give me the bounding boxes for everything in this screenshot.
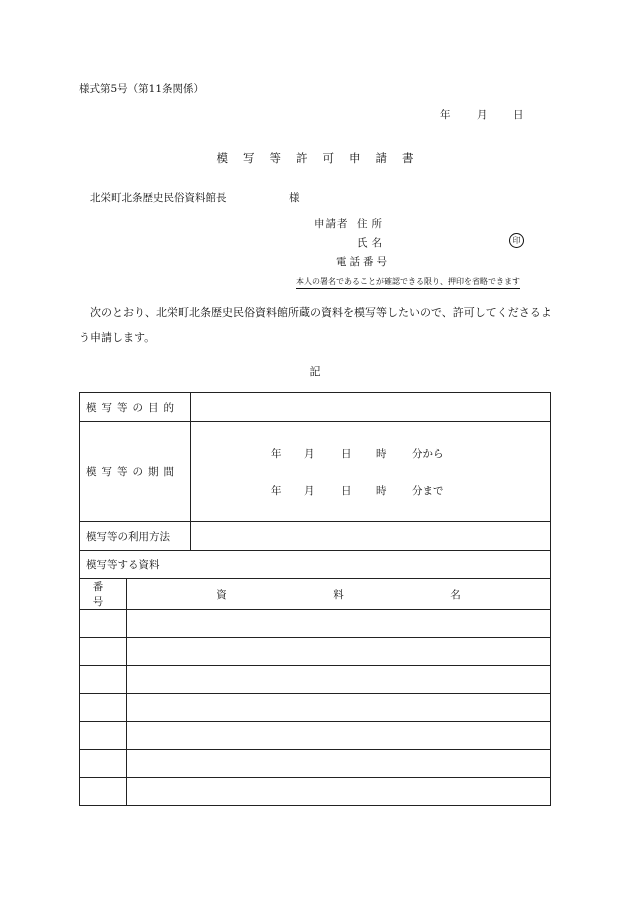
material-number-cell[interactable] xyxy=(80,722,127,750)
material-name-cell[interactable] xyxy=(127,638,551,666)
period-from-line xyxy=(271,446,544,461)
honorific: 様 xyxy=(289,192,300,204)
period-from-year: 年 xyxy=(271,447,282,460)
material-row xyxy=(80,778,551,806)
address-label: 住所 xyxy=(357,218,386,230)
usage-row xyxy=(80,522,551,551)
materials-rows xyxy=(80,610,551,806)
addressee: 北栄町北条歴史民俗資料館長 xyxy=(90,192,227,204)
material-row xyxy=(80,694,551,722)
date-month-label: 月 xyxy=(477,109,488,121)
material-number-cell[interactable] xyxy=(80,638,127,666)
material-name-cell[interactable] xyxy=(127,666,551,694)
column-header-number: 番号 xyxy=(80,579,127,610)
material-name-cell[interactable] xyxy=(127,778,551,806)
usage-field[interactable] xyxy=(191,522,551,551)
signature-note: 本人の署名であることが確認できる限り、押印を省略できます xyxy=(296,276,520,289)
column-header-name xyxy=(127,579,551,610)
material-number-cell[interactable] xyxy=(80,666,127,694)
period-label: 模写等の期間 xyxy=(80,422,191,522)
material-number-cell[interactable] xyxy=(80,694,127,722)
date-day-label: 日 xyxy=(513,109,524,121)
material-name-cell[interactable] xyxy=(127,750,551,778)
period-field[interactable] xyxy=(191,422,551,522)
period-to-line xyxy=(271,483,544,498)
material-name-cell[interactable] xyxy=(127,610,551,638)
period-row xyxy=(80,422,551,522)
column-header-name-char-1: 資 xyxy=(216,588,227,601)
material-number-cell[interactable] xyxy=(80,750,127,778)
material-row xyxy=(80,750,551,778)
period-from-minute: 分から xyxy=(412,447,444,460)
material-row xyxy=(80,666,551,694)
period-to-year: 年 xyxy=(271,484,282,497)
period-to-month: 月 xyxy=(304,484,315,497)
material-row xyxy=(80,610,551,638)
applicant-label: 申請者 xyxy=(314,218,349,230)
period-from-hour: 時 xyxy=(376,447,387,460)
materials-header-row xyxy=(80,579,551,610)
period-to-minute: 分まで xyxy=(412,484,444,497)
ki-heading: 記 xyxy=(309,365,321,378)
seal-mark: 印 xyxy=(509,233,524,248)
materials-row xyxy=(80,551,551,579)
material-name-cell[interactable] xyxy=(127,694,551,722)
materials-label: 模写等する資料 xyxy=(80,551,551,579)
column-header-name-char-2: 料 xyxy=(333,588,344,601)
application-table xyxy=(79,392,551,806)
usage-label: 模写等の利用方法 xyxy=(80,522,191,551)
purpose-row xyxy=(80,393,551,422)
request-body-text: 次のとおり、北栄町北条歴史民俗資料館所蔵の資料を模写等したいので、許可してくださるよう申請します。 xyxy=(79,306,552,344)
material-row xyxy=(80,638,551,666)
material-row xyxy=(80,722,551,750)
date-year-label: 年 xyxy=(440,109,451,121)
column-header-name-char-3: 名 xyxy=(450,588,461,601)
material-number-cell[interactable] xyxy=(80,610,127,638)
period-to-hour: 時 xyxy=(376,484,387,497)
material-number-cell[interactable] xyxy=(80,778,127,806)
material-name-cell[interactable] xyxy=(127,722,551,750)
form-number: 様式第5号（第11条関係） xyxy=(79,83,205,95)
name-label: 氏名 xyxy=(357,237,386,249)
purpose-field[interactable] xyxy=(191,393,551,422)
period-from-day: 日 xyxy=(341,447,352,460)
phone-label: 電話番号 xyxy=(336,256,390,268)
purpose-label: 模写等の目的 xyxy=(80,393,191,422)
period-from-month: 月 xyxy=(304,447,315,460)
period-to-day: 日 xyxy=(341,484,352,497)
document-title: 模写等許可申請書 xyxy=(216,151,429,165)
